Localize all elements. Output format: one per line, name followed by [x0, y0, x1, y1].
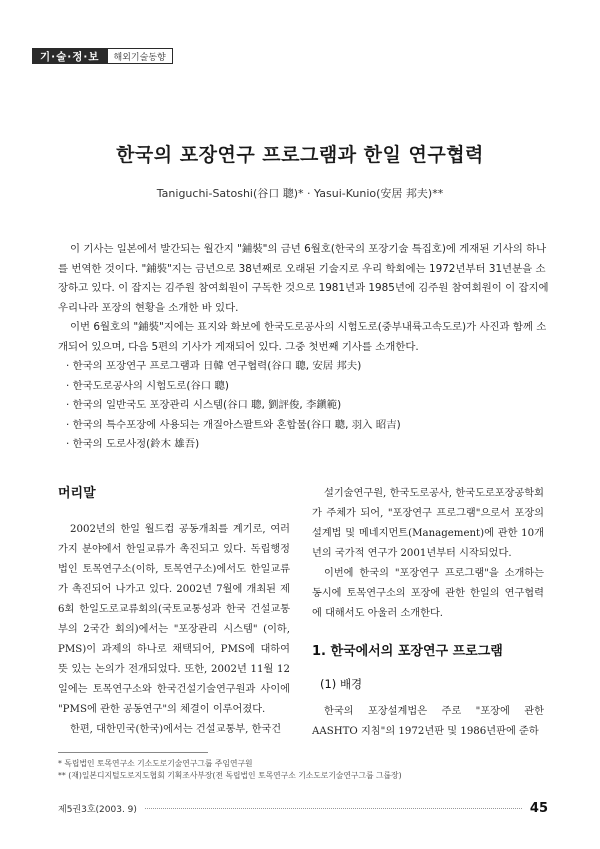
list-item: · 한국의 도로사정(鈴木 雄吾)	[66, 438, 200, 450]
section-label: 기·술·정·보	[32, 48, 108, 64]
subsection-label: 해외기술동향	[108, 48, 173, 64]
body-paragraph: 2002년의 한일 월드컵 공동개최를 계기로, 여러 가지 분야에서 한일교류가 촉진되고 있다. 독립행정법인 토목연구소(이하, 토목연구소)에서도 한일교류가 촉진되어 나가고 있다. 2002년 7월에 개최된 제6회 한일도로교류회의(국토교통성과 한국 건설교통부의 2국간 회의)에서는 "포장관리 시스템" (이하, PMS)이 과제의 하나로 채택되어, PMS에 대하여 뜻 있는 논의가 전개되었다. 또한, 2002년 11월 12일에는 토목연구소와 한국건설기술연구원과 사이에 "PMS에 관한 공동연구"의 체결이 이루어졌다.	[58, 524, 290, 715]
section-heading: 1. 한국에서의 포장연구 프로그램	[312, 644, 503, 659]
list-item: · 한국의 포장연구 프로그램과 日韓 연구협력(谷口 聰, 安居 邦夫)	[66, 360, 362, 372]
footer-leader	[145, 807, 522, 809]
list-item: · 한국도로공사의 시험도로(谷口 聰)	[66, 379, 229, 392]
page-number: 45	[529, 800, 548, 816]
footnote: ** (재)일본디지털도로지도협회 기획조사부장(전 독립법인 토목연구소 기소도로기술연구그룹 그룹장)	[58, 771, 402, 780]
abstract-paragraph: 이번 6월호의 "鋪裝"지에는 표지와 화보에 한국도로공사의 시험도로(중부내륙고속도로)가 사진과 함께 소개되어 있으며, 다음 5편의 기사가 게재되어 있다. 그중 첫번째 기사를 소개한다.	[58, 321, 547, 353]
body-column-left	[58, 484, 290, 740]
body-paragraph: 이번에 한국의 "포장연구 프로그램"을 소개하는 동시에 토목연구소의 포장에 관한 한일의 연구협력에 대해서도 아울러 소개한다.	[312, 568, 544, 619]
article-list	[58, 357, 550, 455]
list-item: · 한국의 특수포장에 사용되는 개질아스팔트와 혼합물(谷口 聰, 羽入 昭吉)	[66, 418, 401, 431]
footnote: * 독립법인 토목연구소 기소도로기술연구그룹 주임연구원	[58, 759, 253, 768]
body-column-right	[312, 484, 544, 742]
article-title: 한국의 포장연구 프로그램과 한일 연구협력	[116, 144, 484, 166]
body-paragraph: 한편, 대한민국(한국)에서는 건설교통부, 한국건	[70, 724, 282, 735]
abstract-paragraph: 이 기사는 일본에서 발간되는 월간지 "鋪裝"의 금년 6월호(한국의 포장기술 특집호)에 게재된 기사의 하나를 번역한 것이다. "鋪裝"지는 금년으로 38년째로 오래된 기술지로 우리 학회에는 1972년부터 31년분을 소장하고 있다. 이 잡지는 김주원 참여회원이 구독한 것으로 1981년과 1985년에 김주원 참여회원이 이 잡지에 우리나라 포장의 현황을 소개한 바 있다.	[58, 243, 549, 314]
body-paragraph: 설기술연구원, 한국도로공사, 한국도로포장공학회가 주체가 되어, "포장연구 프로그램"으로서 포장의 설계법 및 메네지먼트(Management)에 관한 10개년의 국가적 연구가 2001년부터 시작되었다.	[312, 488, 544, 559]
article-authors: Taniguchi-Satoshi(谷口 聰)* · Yasui-Kunio(安居 邦夫)**	[156, 187, 444, 200]
abstract	[58, 240, 550, 455]
footnotes	[58, 758, 558, 782]
section-header	[32, 48, 173, 64]
issue-label: 제5권3호(2003. 9)	[58, 804, 137, 815]
intro-heading: 머리말	[58, 486, 96, 501]
footnote-divider	[58, 752, 208, 753]
subsection-heading: (1) 배경	[320, 677, 363, 691]
list-item: · 한국의 일반국도 포장관리 시스템(谷口 聰, 劉評俊, 李鎭範)	[66, 399, 342, 411]
body-paragraph: 한국의 포장설계법은 주로 "포장에 관한 AASHTO 지침"의 1972년판 및 1986년판에 준하	[312, 706, 544, 737]
page-footer	[58, 800, 548, 816]
